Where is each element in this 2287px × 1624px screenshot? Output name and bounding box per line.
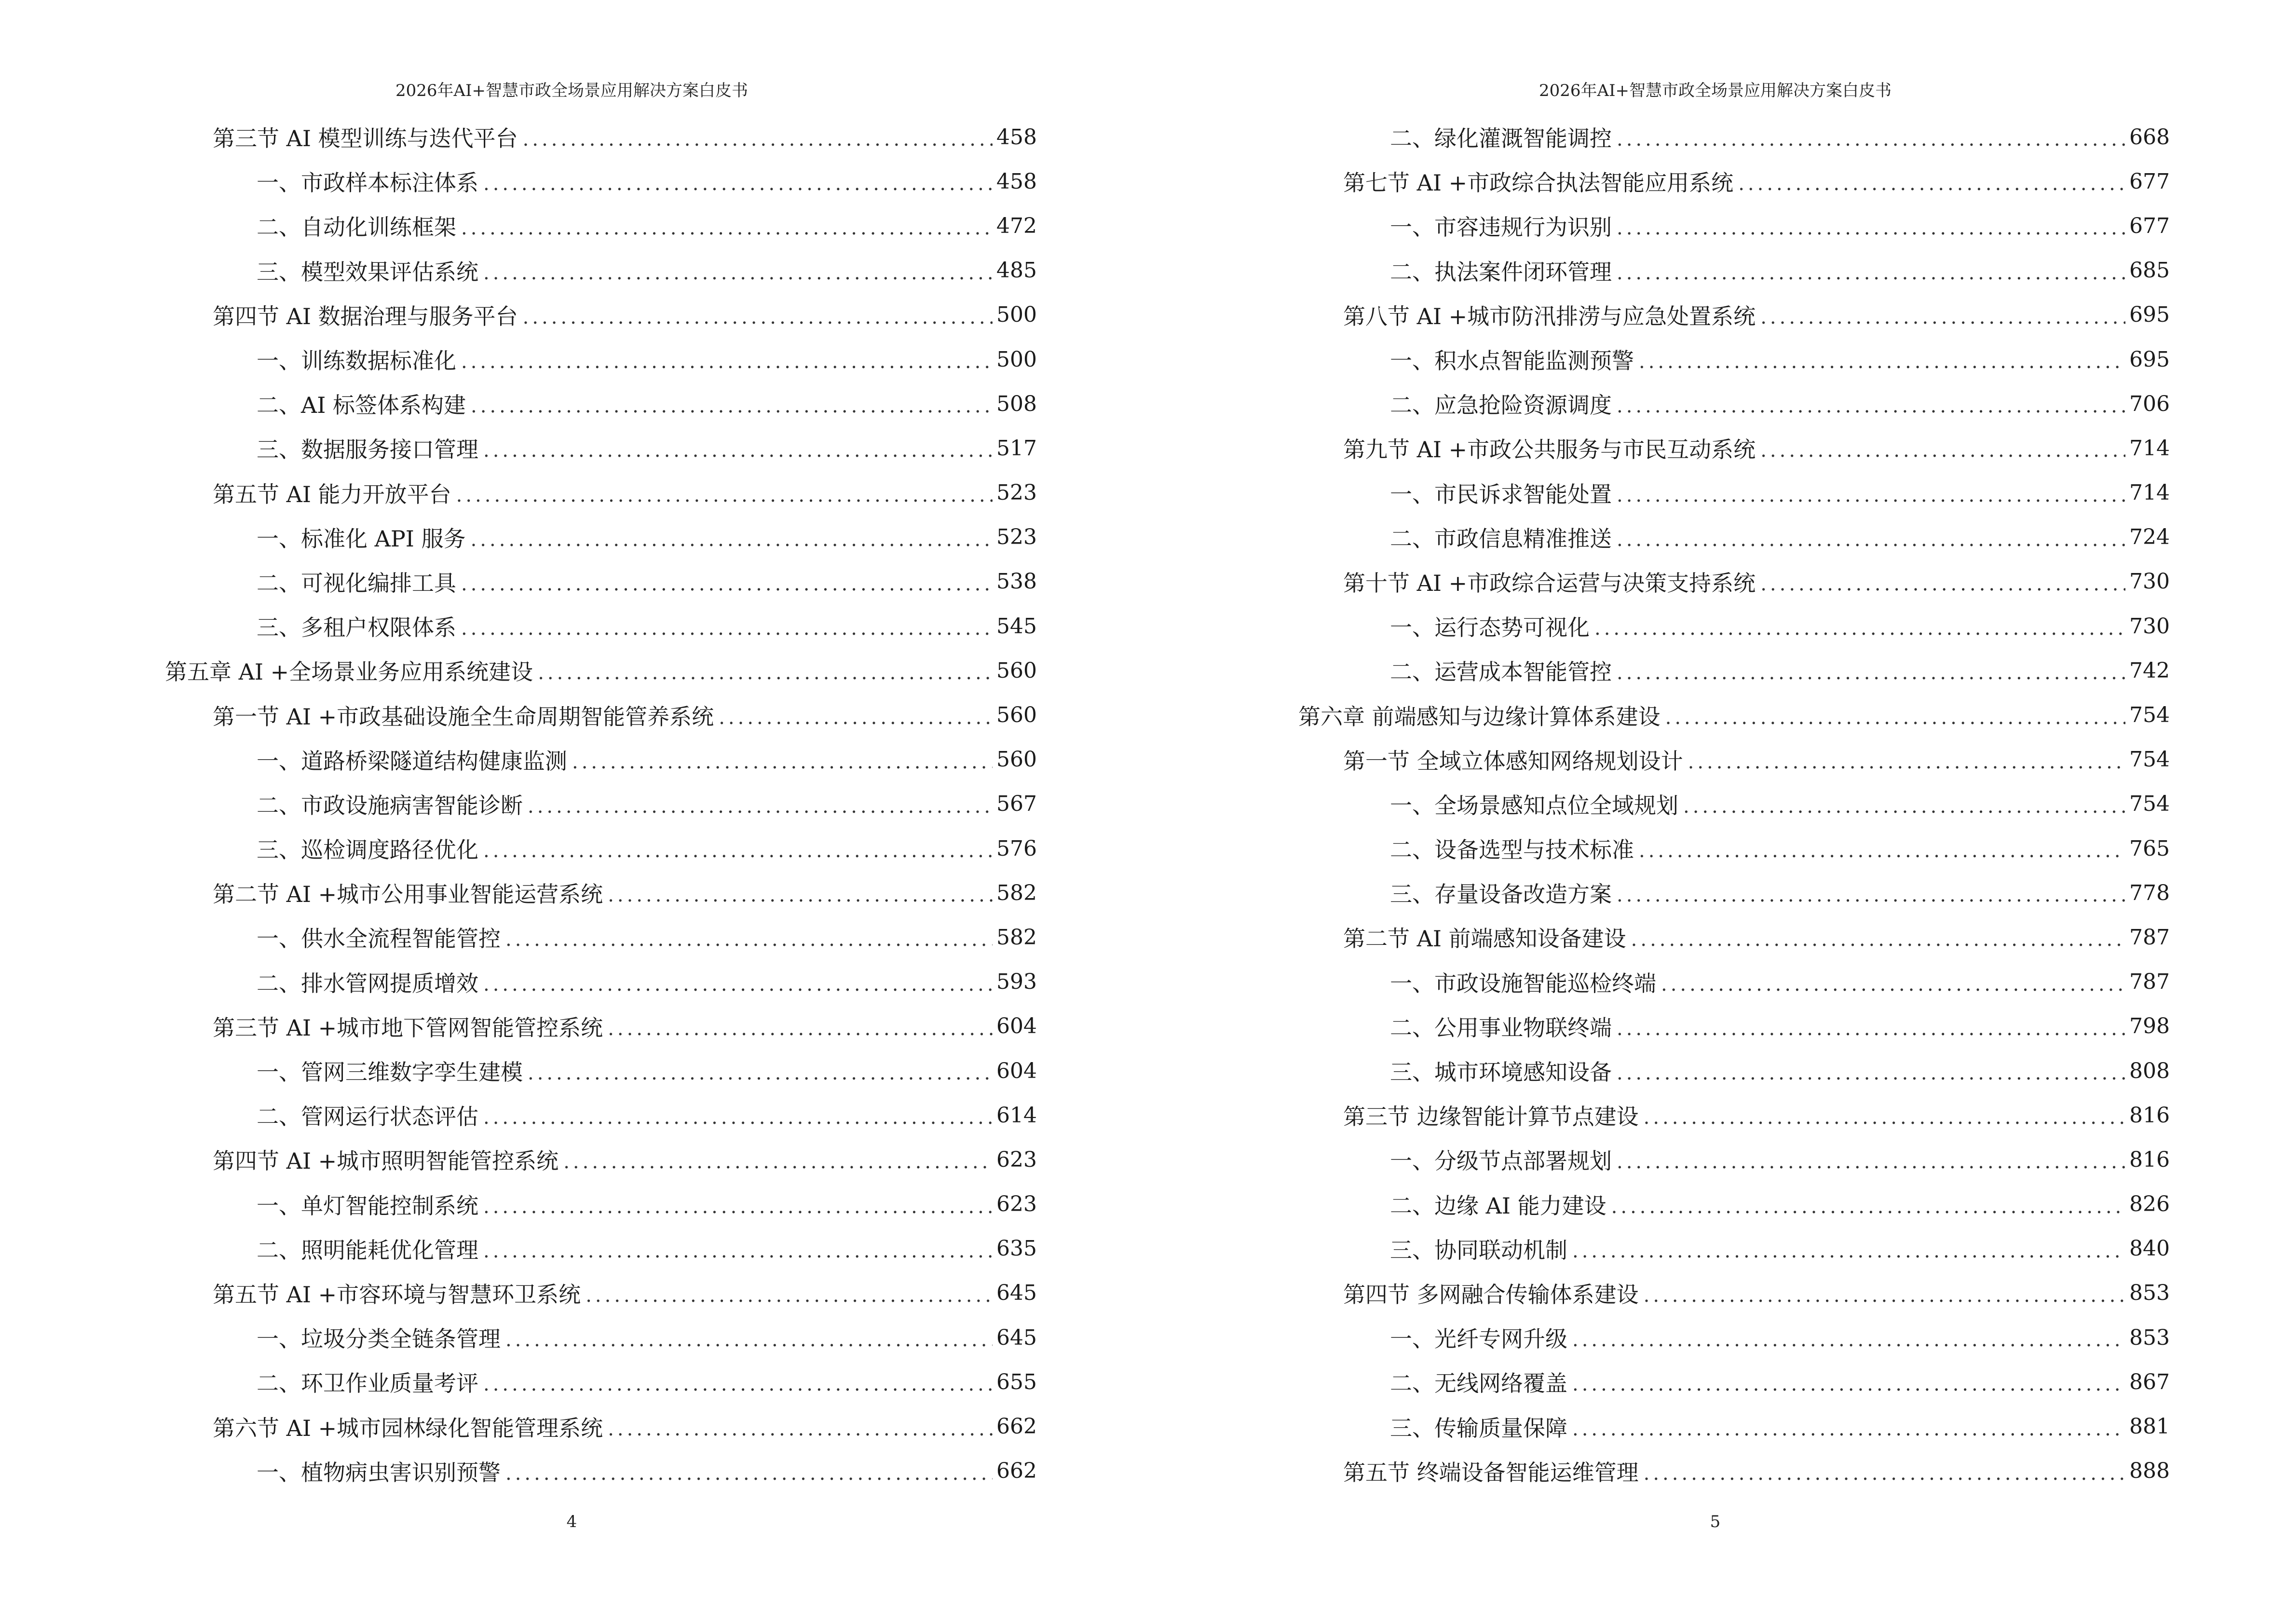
toc-entry-page-number: 808	[2129, 1058, 2170, 1083]
toc-entry-title: 一、分级节点部署规划	[1390, 1148, 1612, 1174]
toc-entry-section[interactable]	[1144, 1093, 2170, 1137]
toc-entry-item[interactable]	[0, 960, 1037, 1004]
dot-leader	[461, 614, 993, 638]
toc-entry-title: 一、垃圾分类全链条管理	[257, 1326, 501, 1352]
page-number: 5	[1710, 1512, 1721, 1531]
toc-entry-page-number: 730	[2129, 614, 2170, 639]
toc-entry-item[interactable]	[0, 1449, 1037, 1493]
dot-leader	[1661, 970, 2125, 994]
toc-entry-page-number: 655	[996, 1369, 1037, 1394]
toc-entry-page-number: 765	[2129, 836, 2170, 861]
toc-entry-title: 一、市政样本标注体系	[257, 170, 478, 196]
toc-entry-title: 二、边缘 AI 能力建设	[1390, 1192, 1606, 1219]
dot-leader	[1617, 525, 2125, 549]
toc-entry-item[interactable]	[1144, 115, 2170, 159]
toc-entry-page-number: 778	[2129, 880, 2170, 905]
toc-entry-page-number: 867	[2129, 1369, 2170, 1394]
toc-entry-title: 二、自动化训练框架	[257, 214, 456, 241]
toc-entry-title: 第五章 AI +全场景业务应用系统建设	[165, 659, 533, 685]
dot-leader	[1665, 703, 2125, 727]
toc-entry-title: 第七节 AI +市政综合执法智能应用系统	[1343, 170, 1734, 196]
toc-entry-page-number: 724	[2129, 525, 2170, 550]
dot-leader	[523, 125, 993, 149]
toc-entry-section[interactable]	[0, 115, 1037, 159]
toc-entry-page-number: 677	[2129, 213, 2170, 238]
toc-entry-section[interactable]	[0, 1137, 1037, 1182]
toc-entry-item[interactable]	[0, 1227, 1037, 1271]
toc-entry-item[interactable]	[1144, 782, 2170, 826]
toc-entry-item[interactable]	[1144, 1182, 2170, 1227]
toc-entry-item[interactable]	[1144, 871, 2170, 915]
dot-leader	[471, 392, 993, 416]
toc-entry-page-number: 523	[996, 525, 1037, 550]
toc-entry-page-number: 593	[996, 969, 1037, 995]
toc-entry-title: 第五节 终端设备智能运维管理	[1343, 1459, 1639, 1486]
toc-entry-page-number: 582	[996, 880, 1037, 905]
dot-leader	[1617, 481, 2125, 505]
toc-entry-title: 二、运营成本智能管控	[1390, 659, 1612, 685]
toc-entry-item[interactable]	[0, 560, 1037, 604]
dot-leader	[456, 481, 993, 505]
toc-entry-title: 第六章 前端感知与边缘计算体系建设	[1298, 703, 1661, 730]
toc-entry-title: 二、照明能耗优化管理	[257, 1237, 478, 1263]
toc-entry-page-number: 623	[996, 1147, 1037, 1172]
toc-entry-title: 二、公用事业物联终端	[1390, 1014, 1612, 1041]
dot-leader	[523, 303, 993, 327]
toc-entry-title: 第十节 AI +市政综合运营与决策支持系统	[1343, 570, 1756, 596]
toc-entry-section[interactable]	[0, 693, 1037, 737]
table-of-contents	[0, 115, 1037, 1493]
dot-leader	[1617, 1014, 2125, 1038]
toc-entry-page-number: 668	[2129, 124, 2170, 150]
dot-leader	[1760, 436, 2125, 460]
toc-entry-item[interactable]	[1144, 1360, 2170, 1404]
toc-entry-page-number: 881	[2129, 1414, 2170, 1439]
toc-entry-section[interactable]	[0, 293, 1037, 337]
toc-entry-title: 第一节 全域立体感知网络规划设计	[1343, 748, 1683, 774]
toc-entry-item[interactable]	[0, 915, 1037, 959]
toc-entry-page-number: 623	[996, 1192, 1037, 1217]
toc-entry-item[interactable]	[1144, 604, 2170, 648]
toc-entry-page-number: 685	[2129, 258, 2170, 283]
toc-entry-page-number: 706	[2129, 391, 2170, 416]
toc-entry-title: 一、道路桥梁隧道结构健康监测	[257, 748, 567, 774]
toc-entry-section[interactable]	[1144, 1271, 2170, 1315]
dot-leader	[585, 1281, 993, 1305]
toc-entry-item[interactable]	[0, 1182, 1037, 1227]
toc-entry-page-number: 754	[2129, 792, 2170, 817]
toc-entry-title: 二、管网运行状态评估	[257, 1104, 478, 1130]
toc-entry-title: 二、排水管网提质增效	[257, 970, 478, 996]
dot-leader	[1639, 347, 2125, 371]
toc-entry-item[interactable]	[1144, 382, 2170, 426]
toc-entry-item[interactable]	[1144, 648, 2170, 693]
dot-leader	[1631, 925, 2125, 949]
toc-entry-item[interactable]	[0, 1315, 1037, 1360]
page-right	[1144, 0, 2287, 1624]
toc-entry-section[interactable]	[1144, 737, 2170, 782]
dot-leader	[719, 703, 993, 727]
dot-leader	[1688, 748, 2125, 772]
toc-entry-item[interactable]	[0, 826, 1037, 871]
toc-entry-title: 一、市容违规行为识别	[1390, 214, 1612, 241]
toc-entry-title: 第四节 多网融合传输体系建设	[1343, 1281, 1639, 1308]
toc-entry-item[interactable]	[0, 1093, 1037, 1137]
toc-entry-page-number: 517	[996, 436, 1037, 461]
dot-leader	[1738, 169, 2125, 193]
dot-leader	[1617, 1059, 2125, 1083]
running-header: 2026年AI+智慧市政全场景应用解决方案白皮书	[1539, 81, 1892, 100]
toc-entry-title: 三、数据服务接口管理	[257, 437, 478, 463]
toc-entry-item[interactable]	[0, 382, 1037, 426]
dot-leader	[1760, 570, 2125, 594]
toc-entry-item[interactable]	[1144, 960, 2170, 1004]
toc-entry-title: 第八节 AI +城市防汛排涝与应急处置系统	[1343, 303, 1756, 329]
toc-entry-title: 一、管网三维数字孪生建模	[257, 1059, 523, 1086]
toc-entry-title: 第五节 AI +市容环境与智慧环卫系统	[213, 1281, 581, 1308]
toc-entry-page-number: 853	[2129, 1281, 2170, 1306]
toc-entry-item[interactable]	[1144, 1137, 2170, 1182]
dot-leader	[505, 1325, 993, 1350]
toc-entry-page-number: 695	[2129, 347, 2170, 372]
toc-entry-section[interactable]	[0, 471, 1037, 515]
toc-entry-page-number: 742	[2129, 658, 2170, 683]
toc-entry-page-number: 816	[2129, 1147, 2170, 1172]
toc-entry-item[interactable]	[0, 737, 1037, 782]
toc-entry-title: 一、积水点智能监测预警	[1390, 348, 1634, 374]
toc-entry-chapter[interactable]	[0, 648, 1037, 693]
toc-entry-title: 第四节 AI 数据治理与服务平台	[213, 303, 518, 329]
dot-leader	[538, 658, 993, 682]
toc-entry-item[interactable]	[1144, 1227, 2170, 1271]
dot-leader	[505, 925, 993, 949]
toc-entry-page-number: 604	[996, 1058, 1037, 1083]
toc-entry-title: 二、应急抢险资源调度	[1390, 392, 1612, 419]
dot-leader	[483, 259, 993, 283]
dot-leader	[1617, 214, 2125, 238]
dot-leader	[1639, 836, 2125, 860]
dot-leader	[1572, 1325, 2125, 1350]
dot-leader	[1644, 1103, 2125, 1127]
toc-entry-page-number: 787	[2129, 969, 2170, 995]
toc-entry-page-number: 662	[996, 1459, 1037, 1484]
toc-entry-title: 第三节 AI 模型训练与迭代平台	[213, 125, 518, 152]
dot-leader	[528, 1059, 993, 1083]
dot-leader	[1644, 1281, 2125, 1305]
toc-entry-item[interactable]	[0, 515, 1037, 560]
toc-entry-page-number: 635	[996, 1236, 1037, 1261]
toc-entry-page-number: 582	[996, 925, 1037, 950]
dot-leader	[1617, 1147, 2125, 1172]
toc-entry-title: 第一节 AI +市政基础设施全生命周期智能管养系统	[213, 703, 714, 730]
toc-entry-page-number: 538	[996, 569, 1037, 594]
toc-entry-title: 二、AI 标签体系构建	[257, 392, 466, 419]
toc-entry-page-number: 714	[2129, 480, 2170, 505]
toc-entry-title: 三、城市环境感知设备	[1390, 1059, 1612, 1086]
dot-leader	[483, 836, 993, 860]
toc-entry-title: 三、存量设备改造方案	[1390, 881, 1612, 908]
dot-leader	[1617, 125, 2125, 149]
dot-leader	[471, 525, 993, 549]
toc-entry-title: 第三节 边缘智能计算节点建设	[1343, 1104, 1639, 1130]
toc-entry-title: 一、全场景感知点位全域规划	[1390, 792, 1678, 819]
toc-entry-item[interactable]	[0, 782, 1037, 826]
toc-entry-page-number: 560	[996, 703, 1037, 728]
toc-entry-page-number: 458	[996, 169, 1037, 194]
toc-entry-item[interactable]	[0, 159, 1037, 204]
toc-entry-page-number: 500	[996, 347, 1037, 372]
toc-entry-page-number: 730	[2129, 569, 2170, 594]
dot-leader	[1617, 881, 2125, 905]
toc-entry-page-number: 754	[2129, 703, 2170, 728]
toc-entry-title: 三、多租户权限体系	[257, 614, 456, 641]
dot-leader	[483, 169, 993, 193]
toc-entry-title: 一、运行态势可视化	[1390, 614, 1590, 641]
toc-entry-page-number: 840	[2129, 1236, 2170, 1261]
dot-leader	[483, 1237, 993, 1261]
dot-leader	[1572, 1237, 2125, 1261]
toc-entry-page-number: 458	[996, 124, 1037, 150]
toc-entry-section[interactable]	[1144, 426, 2170, 470]
running-header: 2026年AI+智慧市政全场景应用解决方案白皮书	[395, 81, 748, 100]
toc-entry-page-number: 472	[996, 213, 1037, 238]
toc-entry-page-number: 754	[2129, 747, 2170, 772]
toc-entry-title: 二、设备选型与技术标准	[1390, 837, 1634, 863]
dot-leader	[483, 970, 993, 994]
toc-entry-page-number: 560	[996, 658, 1037, 683]
toc-entry-page-number: 500	[996, 302, 1037, 328]
toc-entry-page-number: 567	[996, 792, 1037, 817]
toc-entry-title: 三、巡检调度路径优化	[257, 837, 478, 863]
dot-leader	[483, 436, 993, 460]
toc-entry-page-number: 798	[2129, 1014, 2170, 1039]
toc-entry-title: 二、无线网络覆盖	[1390, 1370, 1567, 1397]
toc-entry-section[interactable]	[1144, 560, 2170, 604]
dot-leader	[1683, 792, 2125, 816]
dot-leader	[1611, 1192, 2125, 1216]
toc-entry-item[interactable]	[1144, 515, 2170, 560]
toc-entry-title: 一、市民诉求智能处置	[1390, 481, 1612, 507]
toc-entry-page-number: 662	[996, 1414, 1037, 1439]
toc-entry-item[interactable]	[1144, 826, 2170, 871]
toc-entry-item[interactable]	[1144, 1004, 2170, 1049]
toc-entry-title: 一、单灯智能控制系统	[257, 1192, 478, 1219]
toc-entry-page-number: 677	[2129, 169, 2170, 194]
toc-entry-item[interactable]	[0, 248, 1037, 293]
dot-leader	[505, 1459, 993, 1483]
toc-entry-title: 三、传输质量保障	[1390, 1415, 1567, 1441]
toc-entry-title: 二、市政设施病害智能诊断	[257, 792, 523, 819]
toc-entry-page-number: 560	[996, 747, 1037, 772]
toc-entry-item[interactable]	[1144, 248, 2170, 293]
toc-entry-title: 第二节 AI +城市公用事业智能运营系统	[213, 881, 603, 908]
toc-entry-page-number: 853	[2129, 1325, 2170, 1350]
toc-entry-section[interactable]	[1144, 1449, 2170, 1493]
toc-entry-title: 三、协同联动机制	[1390, 1237, 1567, 1263]
toc-entry-title: 二、可视化编排工具	[257, 570, 456, 596]
toc-entry-title: 第九节 AI +市政公共服务与市民互动系统	[1343, 437, 1756, 463]
page-number: 4	[566, 1512, 577, 1531]
toc-entry-item[interactable]	[0, 1049, 1037, 1093]
toc-entry-title: 第六节 AI +城市园林绿化智能管理系统	[213, 1415, 603, 1441]
toc-entry-title: 一、训练数据标准化	[257, 348, 456, 374]
dot-leader	[461, 570, 993, 594]
toc-entry-page-number: 695	[2129, 302, 2170, 328]
toc-entry-page-number: 714	[2129, 436, 2170, 461]
toc-entry-item[interactable]	[1144, 1315, 2170, 1360]
toc-entry-chapter[interactable]	[1144, 693, 2170, 737]
toc-entry-title: 二、环卫作业质量考评	[257, 1370, 478, 1397]
toc-entry-page-number: 604	[996, 1014, 1037, 1039]
toc-entry-title: 二、执法案件闭环管理	[1390, 259, 1612, 285]
toc-entry-item[interactable]	[0, 426, 1037, 470]
toc-entry-section[interactable]	[0, 1004, 1037, 1049]
table-of-contents	[1144, 115, 2170, 1493]
dot-leader	[608, 1014, 993, 1038]
dot-leader	[1572, 1415, 2125, 1439]
dot-leader	[1644, 1459, 2125, 1483]
dot-leader	[483, 1192, 993, 1216]
dot-leader	[1594, 614, 2125, 638]
dot-leader	[608, 1415, 993, 1439]
toc-entry-item[interactable]	[0, 604, 1037, 648]
toc-entry-title: 一、植物病虫害识别预警	[257, 1459, 501, 1486]
toc-entry-item[interactable]	[0, 337, 1037, 382]
toc-entry-title: 一、供水全流程智能管控	[257, 926, 501, 952]
toc-entry-title: 二、绿化灌溉智能调控	[1390, 125, 1612, 152]
toc-entry-title: 三、模型效果评估系统	[257, 259, 478, 285]
dot-leader	[1617, 259, 2125, 283]
toc-entry-page-number: 576	[996, 836, 1037, 861]
dot-leader	[483, 1370, 993, 1394]
toc-entry-page-number: 645	[996, 1325, 1037, 1350]
dot-leader	[483, 1103, 993, 1127]
toc-entry-item[interactable]	[1144, 204, 2170, 248]
toc-entry-page-number: 523	[996, 480, 1037, 505]
toc-entry-section[interactable]	[1144, 159, 2170, 204]
toc-entry-page-number: 787	[2129, 925, 2170, 950]
toc-entry-item[interactable]	[0, 204, 1037, 248]
dot-leader	[461, 347, 993, 371]
dot-leader	[1617, 658, 2125, 682]
dot-leader	[1617, 392, 2125, 416]
toc-entry-page-number: 508	[996, 391, 1037, 416]
toc-entry-title: 二、市政信息精准推送	[1390, 525, 1612, 552]
toc-entry-item[interactable]	[1144, 1049, 2170, 1093]
dot-leader	[1572, 1370, 2125, 1394]
toc-entry-title: 一、光纤专网升级	[1390, 1326, 1567, 1352]
toc-entry-section[interactable]	[0, 1271, 1037, 1315]
dot-leader	[608, 881, 993, 905]
toc-entry-title: 一、标准化 API 服务	[257, 525, 466, 552]
toc-entry-section[interactable]	[1144, 915, 2170, 959]
toc-entry-section[interactable]	[1144, 293, 2170, 337]
toc-entry-section[interactable]	[0, 1404, 1037, 1448]
toc-entry-page-number: 816	[2129, 1103, 2170, 1128]
toc-entry-page-number: 888	[2129, 1459, 2170, 1484]
dot-leader	[572, 748, 993, 772]
toc-entry-item[interactable]	[1144, 1404, 2170, 1448]
toc-entry-section[interactable]	[0, 871, 1037, 915]
toc-entry-item[interactable]	[1144, 471, 2170, 515]
toc-entry-page-number: 614	[996, 1103, 1037, 1128]
toc-entry-title: 第三节 AI +城市地下管网智能管控系统	[213, 1014, 603, 1041]
dot-leader	[528, 792, 993, 816]
toc-entry-page-number: 545	[996, 614, 1037, 639]
dot-leader	[461, 214, 993, 238]
toc-entry-title: 第二节 AI 前端感知设备建设	[1343, 926, 1626, 952]
dot-leader	[563, 1147, 993, 1172]
toc-entry-item[interactable]	[1144, 337, 2170, 382]
toc-entry-title: 第五节 AI 能力开放平台	[213, 481, 451, 507]
toc-entry-title: 一、市政设施智能巡检终端	[1390, 970, 1656, 996]
toc-entry-page-number: 485	[996, 258, 1037, 283]
dot-leader	[1760, 303, 2125, 327]
toc-entry-page-number: 826	[2129, 1192, 2170, 1217]
toc-entry-item[interactable]	[0, 1360, 1037, 1404]
toc-entry-title: 第四节 AI +城市照明智能管控系统	[213, 1148, 559, 1174]
toc-entry-page-number: 645	[996, 1281, 1037, 1306]
